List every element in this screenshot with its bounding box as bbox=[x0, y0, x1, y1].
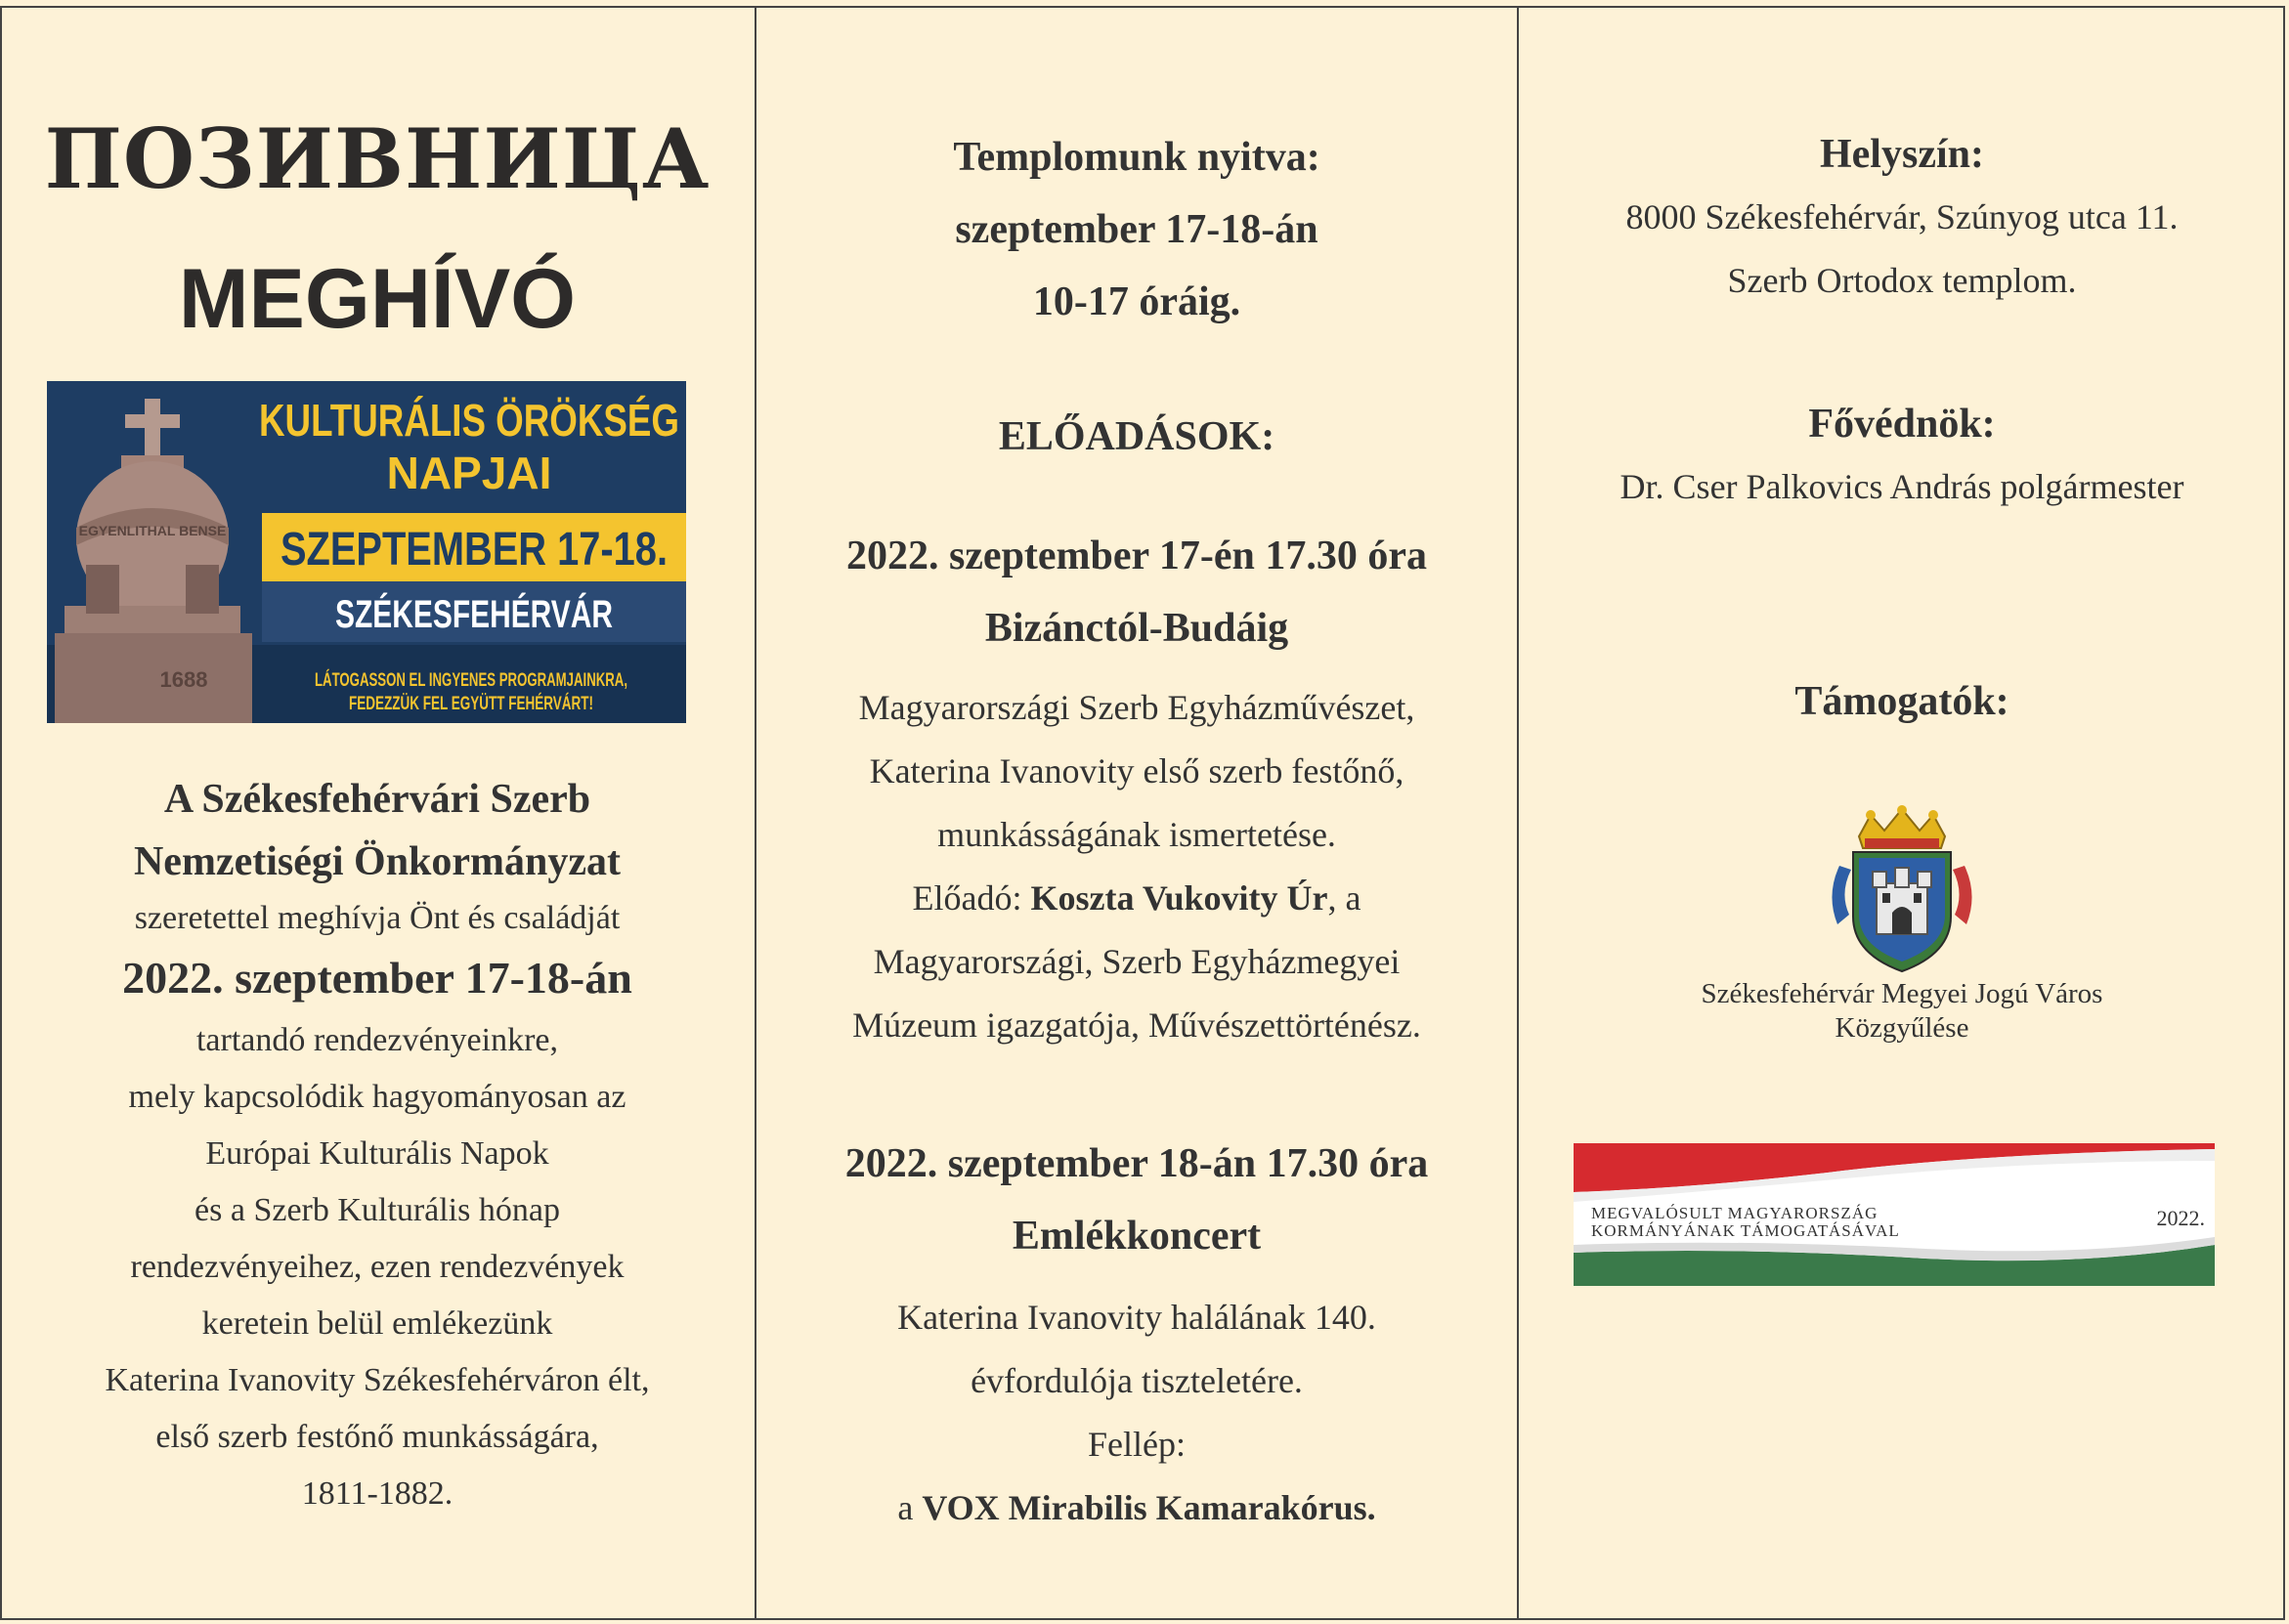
venue-name: Szerb Ortodox templom. bbox=[1727, 261, 2077, 300]
city-line2: Közgyűlése bbox=[1835, 1012, 1969, 1044]
government-support-logo bbox=[1574, 1143, 2215, 1286]
banner-promo2: FEDEZZÜK FEL EGYÜTT FEHÉRVÁRT! bbox=[349, 694, 693, 714]
city-line1: Székesfehérvár Megyei Jogú Város bbox=[1701, 978, 2103, 1009]
city-coat-of-arms-icon bbox=[1820, 807, 1984, 975]
event1-when: 2022. szeptember 17-én 17.30 óra bbox=[845, 534, 1428, 578]
opening-hours-line: Templomunk nyitva: bbox=[953, 135, 1320, 180]
opening-hours-line: szeptember 17-18-án bbox=[955, 207, 1318, 252]
event2-when: 2022. szeptember 18-án 17.30 óra bbox=[844, 1141, 1429, 1186]
event1-heading bbox=[756, 520, 1517, 664]
event2-desc-line: Katerina Ivanovity halálának 140. bbox=[897, 1298, 1376, 1337]
monument-inscription: EGYENLITHAL BENSE bbox=[78, 523, 227, 538]
event2-heading bbox=[756, 1128, 1517, 1272]
body-line: mely kapcsolódik hagyományosan az bbox=[128, 1079, 626, 1115]
patron-section bbox=[1519, 393, 2285, 519]
body-line: első szerb festőnő munkásságára, bbox=[155, 1419, 599, 1455]
invite-line: szeretettel meghívja Önt és családját bbox=[134, 900, 621, 936]
event1-desc-line: Múzeum igazgatója, Művészettörténész. bbox=[852, 1005, 1421, 1045]
cyrillic-title: ПОЗИВНИЦА bbox=[44, 110, 711, 207]
banner-line2: NAPJAI bbox=[386, 448, 552, 498]
gov-support-year: 2022. bbox=[2156, 1206, 2205, 1230]
presenter-name: Koszta Vukovity Úr bbox=[1030, 878, 1328, 918]
body-line: keretein belül emlékezünk bbox=[201, 1305, 553, 1342]
city-council-name bbox=[1519, 977, 2285, 1046]
body-line: Katerina Ivanovity Székesfehérváron élt, bbox=[105, 1362, 650, 1398]
event1-desc-line: Magyarországi, Szerb Egyházmegyei bbox=[873, 942, 1401, 981]
invitation-title: MEGHÍVÓ bbox=[178, 252, 577, 346]
patron-title: Fővédnök: bbox=[1808, 402, 1996, 447]
event2-title: Emlékkoncert bbox=[1012, 1214, 1262, 1259]
body-line: és a Szerb Kulturális hónap bbox=[194, 1192, 560, 1228]
banner-line1: KULTURÁLIS ÖRÖKSÉG bbox=[259, 395, 679, 446]
invitation-text bbox=[0, 768, 755, 1522]
event2-desc-line: Fellép: bbox=[1088, 1425, 1186, 1464]
presenter-prefix: Előadó: bbox=[912, 878, 1031, 918]
heritage-days-banner bbox=[47, 381, 765, 723]
patron-name: Dr. Cser Palkovics András polgármester bbox=[1620, 467, 2184, 506]
body-line: tartandó rendezvényeinkre, bbox=[195, 1022, 559, 1058]
middle-column bbox=[756, 0, 1517, 1624]
event2-performer bbox=[756, 1476, 1517, 1540]
event1-title: Bizánctól-Budáig bbox=[984, 606, 1289, 651]
banner-dates: SZEPTEMBER 17-18. bbox=[281, 524, 668, 576]
opening-hours-line: 10-17 óráig. bbox=[1032, 279, 1241, 324]
event1-description bbox=[756, 676, 1517, 1057]
presenter-suffix: , a bbox=[1327, 878, 1361, 918]
event1-desc-line: Katerina Ivanovity első szerb festőnő, bbox=[869, 751, 1404, 791]
performer-name: VOX Mirabilis Kamarakórus. bbox=[922, 1488, 1376, 1527]
event1-desc-line: Magyarországi Szerb Egyházművészet, bbox=[858, 688, 1415, 727]
event2-description bbox=[756, 1286, 1517, 1540]
event1-presenter bbox=[756, 867, 1517, 930]
event-date-line: 2022. szeptember 17-18-án bbox=[122, 953, 632, 1003]
lectures-title: ELŐADÁSOK: bbox=[998, 414, 1275, 459]
opening-hours bbox=[756, 121, 1517, 338]
sponsors-section bbox=[1519, 670, 2285, 733]
venue-section bbox=[1519, 123, 2285, 313]
right-column bbox=[1519, 0, 2285, 1624]
gov-support-line2: KORMÁNYÁNAK TÁMOGATÁSÁVAL bbox=[1591, 1221, 1900, 1240]
event1-desc-line: munkásságának ismertetése. bbox=[937, 815, 1336, 854]
event2-desc-line: évfordulója tiszteletére. bbox=[971, 1361, 1303, 1400]
venue-address: 8000 Székesfehérvár, Szúnyog utca 11. bbox=[1625, 197, 2179, 236]
body-line: Európai Kulturális Napok bbox=[205, 1135, 549, 1172]
performer-prefix: a bbox=[897, 1488, 923, 1527]
sponsors-title: Támogatók: bbox=[1794, 679, 2009, 724]
gov-support-line1: MEGVALÓSULT MAGYARORSZÁG bbox=[1591, 1204, 1879, 1222]
organizer-line1: A Székesfehérvári Szerb bbox=[163, 777, 591, 822]
body-line: 1811-1882. bbox=[301, 1475, 453, 1512]
organizer-line2: Nemzetiségi Önkormányzat bbox=[133, 839, 622, 884]
banner-city: SZÉKESFEHÉRVÁR bbox=[335, 593, 707, 636]
left-column bbox=[0, 0, 765, 1624]
banner-promo1: LÁTOGASSON EL INGYENES PROGRAMJAINKRA, bbox=[315, 670, 765, 691]
body-line: rendezvényeihez, ezen rendezvények bbox=[130, 1249, 625, 1285]
venue-title: Helyszín: bbox=[1820, 132, 1984, 177]
monument-year: 1688 bbox=[159, 667, 208, 692]
